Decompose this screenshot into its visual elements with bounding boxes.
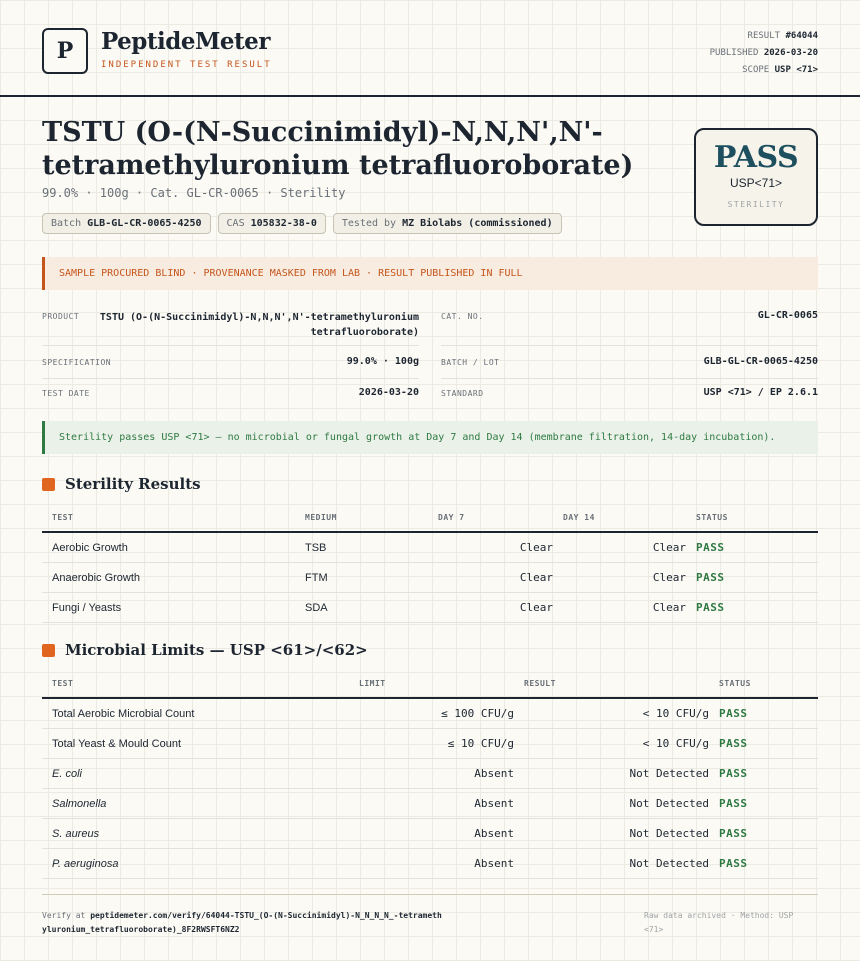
spec-cat-no <box>441 312 818 346</box>
table-header-row <box>42 503 818 532</box>
published-label: PUBLISHED <box>709 48 759 58</box>
limit-value: ≤ 100 CFU/g <box>349 698 514 729</box>
status-badge: PASS <box>709 819 818 849</box>
verify-link[interactable]: peptidemeter.com/verify/64044-TSTU_(O-(N-Succinimidyl)-N_N_N_N_-tetramethyluronium_tetrafluoroborate)_8F2RWSFT6NZ2 <box>42 911 442 934</box>
spec-label: BATCH / LOT <box>441 358 500 367</box>
table-row <box>42 789 818 819</box>
result-id-row <box>710 28 818 45</box>
day14-result: Clear <box>553 532 686 563</box>
spec-value: GLB-GL-CR-0065-4250 <box>703 356 818 367</box>
section-title: Sterility Results <box>65 475 201 493</box>
result-value: Not Detected <box>514 759 709 789</box>
column-header: TEST <box>42 669 349 698</box>
table-header-row <box>42 669 818 698</box>
test-name: Aerobic Growth <box>42 532 295 563</box>
test-name: Fungi / Yeasts <box>42 593 295 623</box>
verdict-standard: USP<71> <box>729 176 783 190</box>
status-badge: PASS <box>686 563 818 593</box>
published-date: 2026-03-20 <box>763 48 818 58</box>
microbial-table <box>42 669 818 879</box>
sterility-section-header <box>42 475 201 493</box>
batch-chip <box>42 213 211 234</box>
column-header: DAY 7 <box>428 503 553 532</box>
medium: FTM <box>295 563 428 593</box>
day7-result: Clear <box>428 593 553 623</box>
section-marker-icon <box>42 478 55 491</box>
section-marker-icon <box>42 644 55 657</box>
spec-specification <box>42 358 419 379</box>
column-header: STATUS <box>686 503 818 532</box>
test-name: S. aureus <box>42 819 349 849</box>
spec-test-date <box>42 389 419 405</box>
chip-label: Batch <box>51 218 82 229</box>
spec-label: SPECIFICATION <box>42 358 112 367</box>
spec-label: STANDARD <box>441 389 484 398</box>
status-badge: PASS <box>686 593 818 623</box>
spec-value: 99.0% · 100g <box>346 356 419 367</box>
summary-banner: Sterility passes USP <71> — no microbial or fungal growth at Day 7 and Day 14 (membrane filtration, 14-day incubation). <box>42 421 818 454</box>
chip-value: 105832-38-0 <box>250 218 317 229</box>
result-value: Not Detected <box>514 819 709 849</box>
table-row <box>42 849 818 879</box>
status-badge: PASS <box>709 849 818 879</box>
page-title: TSTU (O-(N-Succinimidyl)-N,N,N',N'-tetramethyluronium tetrafluoroborate) <box>42 117 634 181</box>
chip-value: GLB-GL-CR-0065-4250 <box>87 218 202 229</box>
verify-note <box>42 909 442 937</box>
result-id: #64044 <box>785 31 818 41</box>
day7-result: Clear <box>428 563 553 593</box>
spec-label: PRODUCT <box>42 312 80 321</box>
microbial-section-header <box>42 641 368 659</box>
published-row <box>710 45 818 62</box>
result-value: < 10 CFU/g <box>514 698 709 729</box>
spec-value: TSTU (O-(N-Succinimidyl)-N,N,N',N'-tetramethyluronium tetrafluoroborate) <box>99 312 419 338</box>
day14-result: Clear <box>553 563 686 593</box>
status-badge: PASS <box>709 759 818 789</box>
status-badge: PASS <box>709 698 818 729</box>
result-id-label: RESULT <box>747 31 781 41</box>
result-value: Not Detected <box>514 789 709 819</box>
limit-value: Absent <box>349 789 514 819</box>
table-row <box>42 563 818 593</box>
test-name: E. coli <box>42 759 349 789</box>
spec-value: GL-CR-0065 <box>757 310 818 321</box>
scope-label: SCOPE <box>742 65 770 75</box>
test-name: Anaerobic Growth <box>42 563 295 593</box>
verify-prefix: Verify at <box>42 911 86 920</box>
product-subtitle: 99.0% · 100g · Cat. GL-CR-0065 · Sterility <box>42 186 346 200</box>
archive-note: Raw data archived · Method: USP <71> <box>644 911 794 934</box>
verdict-category: STERILITY <box>727 200 785 209</box>
table-row <box>42 729 818 759</box>
test-name: Total Yeast & Mould Count <box>42 729 349 759</box>
chip-value: MZ Biolabs (commissioned) <box>402 218 553 229</box>
spec-value: USP <71> / EP 2.6.1 <box>703 387 818 398</box>
tested-by-chip <box>333 213 562 234</box>
result-value: Not Detected <box>514 849 709 879</box>
column-header: DAY 14 <box>553 503 686 532</box>
test-name: Total Aerobic Microbial Count <box>42 698 349 729</box>
column-header: TEST <box>42 503 295 532</box>
verdict-result: PASS <box>713 140 799 175</box>
section-title: Microbial Limits — USP <61>/<62> <box>65 641 368 659</box>
brand-name: PeptideMeter <box>101 28 270 55</box>
scope-value: USP <71> <box>774 65 818 75</box>
limit-value: ≤ 10 CFU/g <box>349 729 514 759</box>
header <box>0 0 860 97</box>
limit-value: Absent <box>349 759 514 789</box>
table-row <box>42 593 818 623</box>
spec-label: TEST DATE <box>42 389 90 398</box>
day7-result: Clear <box>428 532 553 563</box>
logo-icon: P <box>42 28 88 74</box>
brand-tagline: INDEPENDENT TEST RESULT <box>101 60 272 70</box>
spec-product <box>42 312 419 346</box>
column-header: MEDIUM <box>295 503 428 532</box>
medium: SDA <box>295 593 428 623</box>
scope-row <box>710 62 818 79</box>
spec-standard <box>441 389 818 405</box>
test-name: Salmonella <box>42 789 349 819</box>
limit-value: Absent <box>349 849 514 879</box>
column-header: RESULT <box>514 669 709 698</box>
table-row <box>42 759 818 789</box>
table-row <box>42 698 818 729</box>
table-row <box>42 532 818 563</box>
column-header: LIMIT <box>349 669 514 698</box>
status-badge: PASS <box>709 789 818 819</box>
chip-label: Tested by <box>341 218 397 229</box>
medium: TSB <box>295 532 428 563</box>
verdict-badge <box>694 128 818 226</box>
test-name: P. aeruginosa <box>42 849 349 879</box>
chip-row <box>42 213 562 234</box>
status-badge: PASS <box>686 532 818 563</box>
table-row <box>42 819 818 849</box>
footer-divider <box>42 894 818 895</box>
day14-result: Clear <box>553 593 686 623</box>
status-badge: PASS <box>709 729 818 759</box>
chip-label: CAS <box>226 218 245 229</box>
spec-label: CAT. NO. <box>441 312 484 321</box>
cas-chip <box>218 213 326 234</box>
limit-value: Absent <box>349 819 514 849</box>
sterility-table <box>42 503 818 623</box>
spec-value: 2026-03-20 <box>358 387 419 398</box>
spec-batch-lot <box>441 358 818 379</box>
column-header: STATUS <box>709 669 818 698</box>
result-value: < 10 CFU/g <box>514 729 709 759</box>
provenance-banner: SAMPLE PROCURED BLIND · PROVENANCE MASKED FROM LAB · RESULT PUBLISHED IN FULL <box>42 257 818 290</box>
result-meta <box>710 28 818 79</box>
